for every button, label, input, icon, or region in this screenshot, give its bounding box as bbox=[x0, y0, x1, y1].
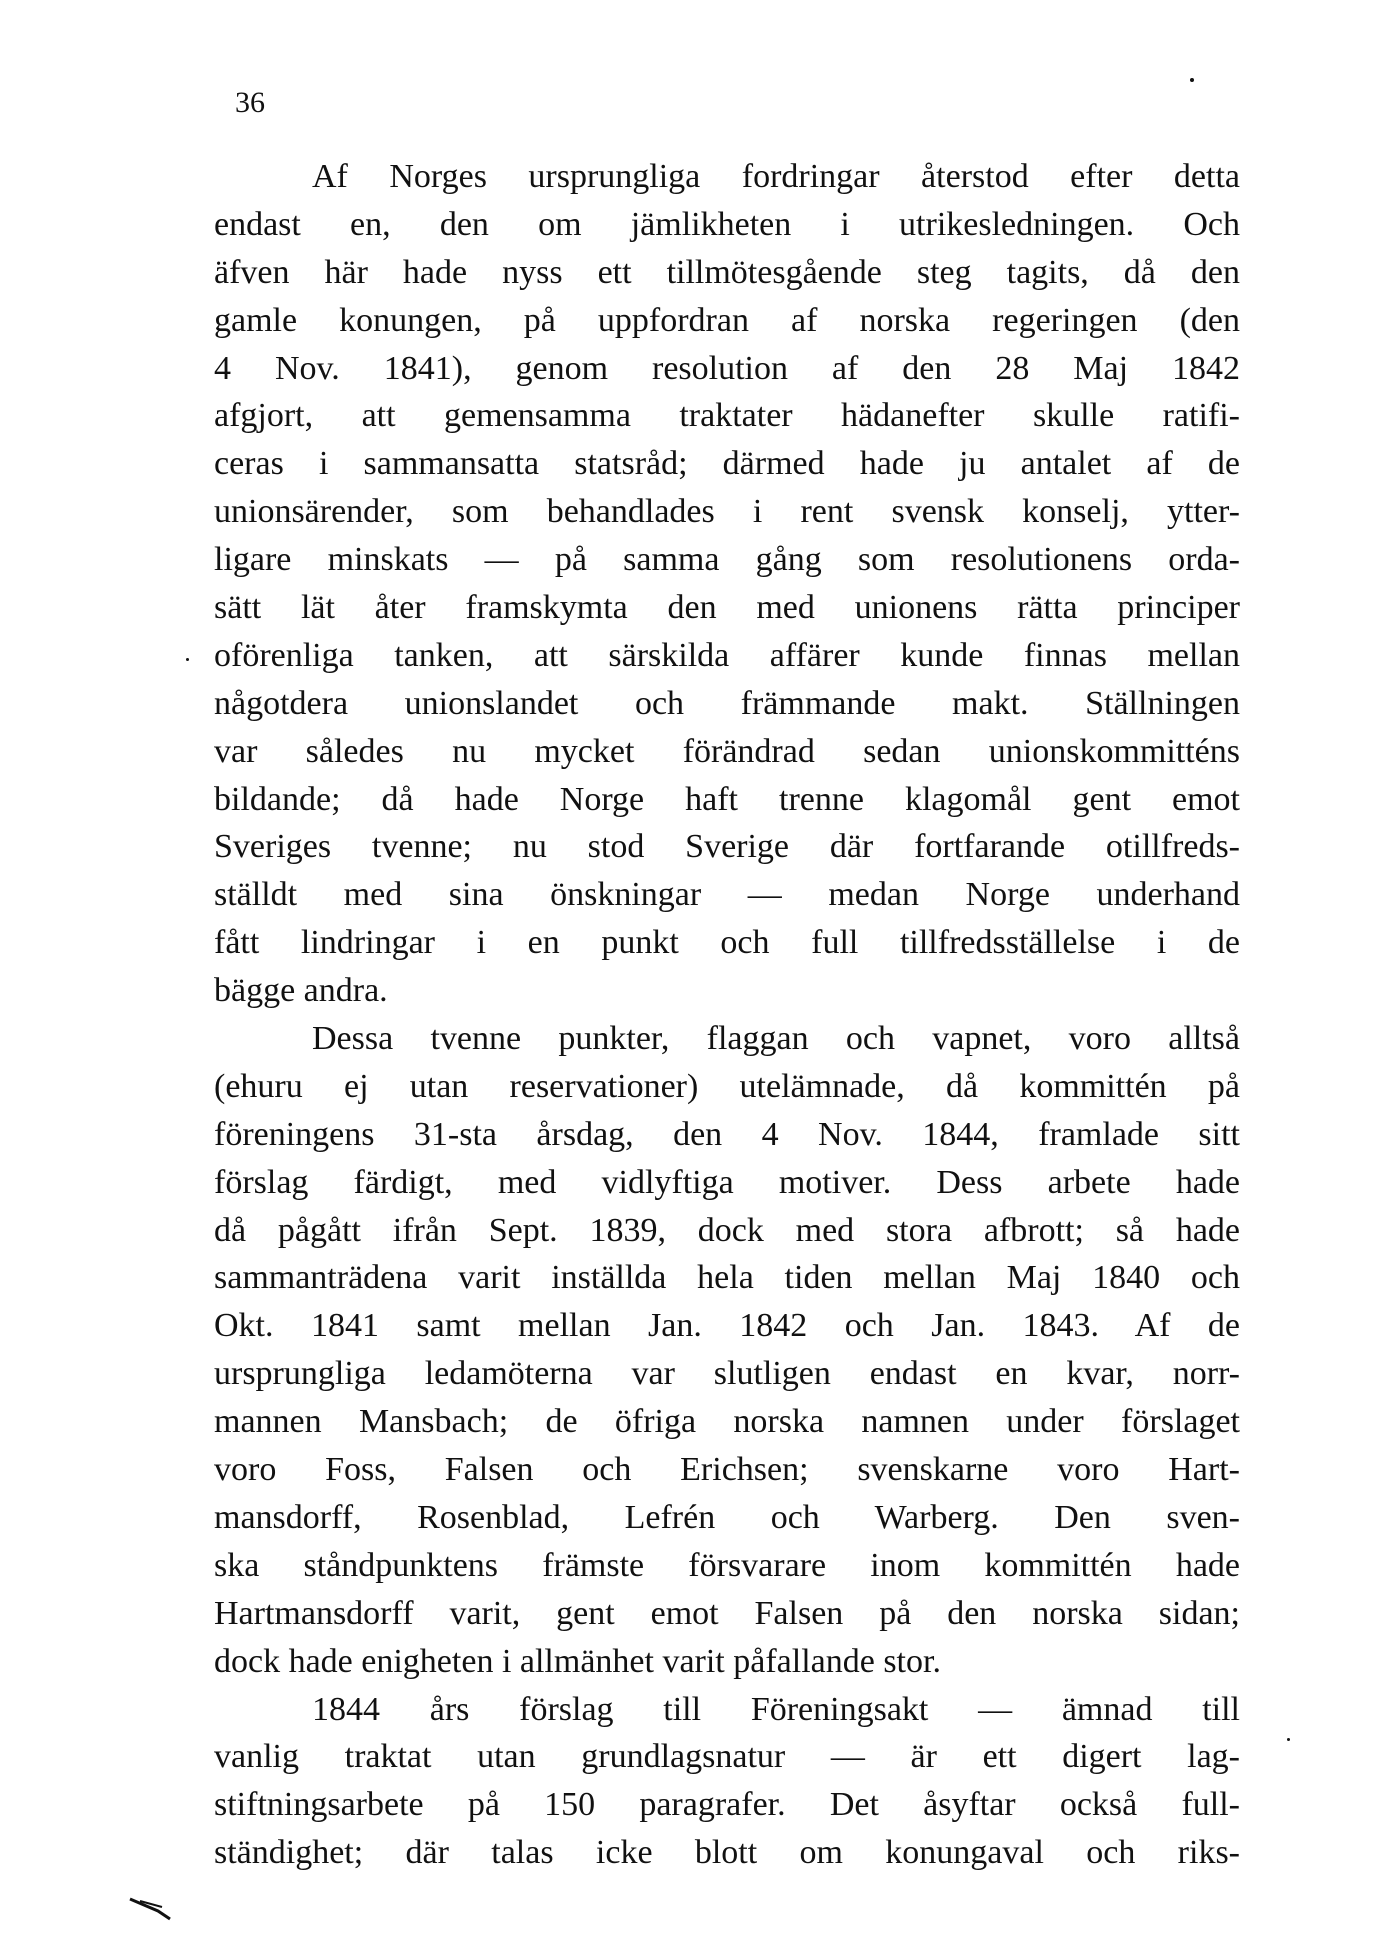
text-line: ursprungliga ledamöterna var slutligen endast en kvar, norr- bbox=[214, 1355, 1240, 1393]
page-number: 36 bbox=[235, 86, 265, 119]
text-line: Okt. 1841 samt mellan Jan. 1842 och Jan. 1843. Af de bbox=[214, 1307, 1240, 1345]
text-line: någotdera unionslandet och främmande makt. Ställningen bbox=[214, 684, 1240, 722]
text-line: ska ståndpunktens främste försvarare inom kommittén hade bbox=[214, 1546, 1240, 1584]
body-text bbox=[214, 153, 1240, 1877]
text-line: afgjort, att gemensamma traktater hädanefter skulle ratifi- bbox=[214, 397, 1240, 435]
text-line: Sveriges tvenne; nu stod Sverige där fortfarande otillfreds- bbox=[214, 828, 1240, 866]
text-line: Hartmansdorff varit, gent emot Falsen på den norska sidan; bbox=[214, 1594, 1240, 1632]
text-line: mannen Mansbach; de öfriga norska namnen under förslaget bbox=[214, 1403, 1240, 1441]
ink-speck bbox=[1287, 1738, 1290, 1741]
text-line: ligare minskats — på samma gång som resolutionens orda- bbox=[214, 541, 1240, 579]
text-line: vanlig traktat utan grundlagsnatur — är ett digert lag- bbox=[214, 1738, 1240, 1776]
text-line: 4 Nov. 1841), genom resolution af den 28 Maj 1842 bbox=[214, 349, 1240, 387]
text-line: fått lindringar i en punkt och full tillfredsställelse i de bbox=[214, 924, 1240, 962]
text-line: förslag färdigt, med vidlyftiga motiver. Dess arbete hade bbox=[214, 1163, 1240, 1201]
text-line: ställdt med sina önskningar — medan Norge underhand bbox=[214, 876, 1240, 914]
text-line: sammanträdena varit inställda hela tiden mellan Maj 1840 och bbox=[214, 1259, 1240, 1297]
text-line: dock hade enigheten i allmänhet varit påfallande stor. bbox=[214, 1642, 941, 1680]
text-line: stiftningsarbete på 150 paragrafer. Det åsyftar också full- bbox=[214, 1786, 1240, 1824]
text-line: var således nu mycket förändrad sedan unionskommitténs bbox=[214, 732, 1240, 770]
text-line: ceras i sammansatta statsråd; därmed hade ju antalet af de bbox=[214, 445, 1240, 483]
text-line: Dessa tvenne punkter, flaggan och vapnet, voro alltså bbox=[312, 1020, 1240, 1058]
text-line: voro Foss, Falsen och Erichsen; svenskarne voro Hart- bbox=[214, 1451, 1240, 1489]
text-line: 1844 års förslag till Föreningsakt — ämnad till bbox=[312, 1690, 1240, 1728]
text-line: gamle konungen, på uppfordran af norska regeringen (den bbox=[214, 301, 1240, 339]
text-line: Af Norges ursprungliga fordringar återstod efter detta bbox=[312, 158, 1240, 195]
text-line: unionsärender, som behandlades i rent svensk konselj, ytter- bbox=[214, 493, 1240, 531]
text-line: ständighet; där talas icke blott om konungaval och riks- bbox=[214, 1834, 1240, 1872]
text-line: bildande; då hade Norge haft trenne klagomål gent emot bbox=[214, 780, 1240, 818]
text-line: endast en, den om jämlikheten i utrikesledningen. Och bbox=[214, 205, 1240, 243]
text-line: mansdorff, Rosenblad, Lefrén och Warberg. Den sven- bbox=[214, 1498, 1240, 1536]
ink-speck bbox=[186, 658, 189, 661]
text-line: äfven här hade nyss ett tillmötesgående steg tagits, då den bbox=[214, 253, 1240, 291]
ink-scratch bbox=[128, 1895, 176, 1921]
text-line: föreningens 31-sta årsdag, den 4 Nov. 1844, framlade sitt bbox=[214, 1115, 1240, 1153]
text-line: sätt lät åter framskymta den med unionens rätta principer bbox=[214, 589, 1240, 627]
text-line: oförenliga tanken, att särskilda affärer kunde finnas mellan bbox=[214, 636, 1240, 674]
ink-speck bbox=[1190, 78, 1194, 82]
text-line: bägge andra. bbox=[214, 972, 388, 1010]
text-line: (ehuru ej utan reservationer) utelämnade, då kommittén på bbox=[214, 1067, 1240, 1105]
text-line: då pågått ifrån Sept. 1839, dock med stora afbrott; så hade bbox=[214, 1211, 1240, 1249]
